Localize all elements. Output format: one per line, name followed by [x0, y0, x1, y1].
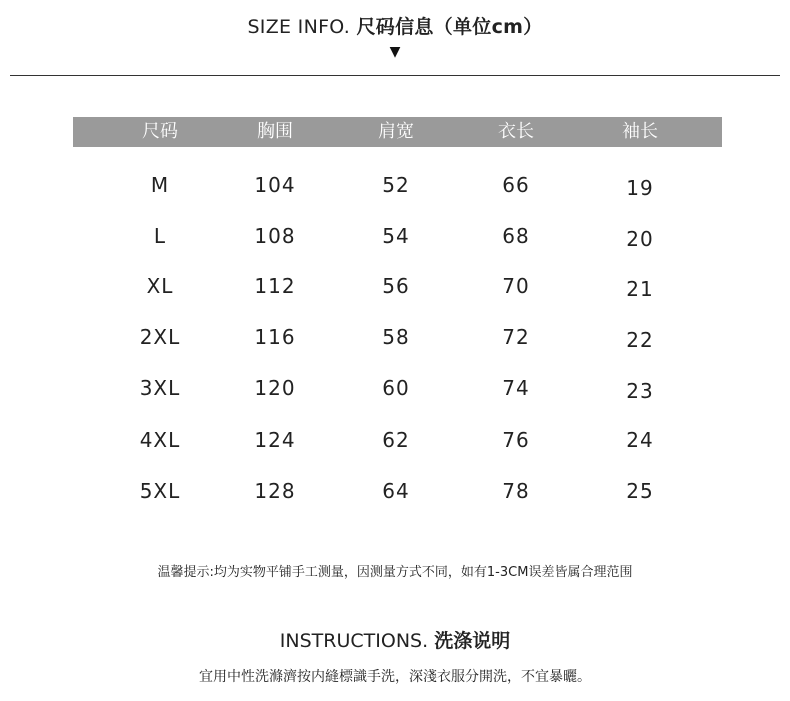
cell-chest: 120 [254, 376, 296, 400]
instructions-title [0, 626, 790, 653]
column-header-size: 尺码 [142, 121, 178, 142]
size-info-title-cn: 尺码信息（单位cm） [356, 16, 543, 38]
cell-size: XL [146, 274, 174, 298]
measurement-note: 温馨提示:均为实物平铺手工测量，因测量方式不同，如有1-3CM误差皆属合理范围 [157, 565, 633, 580]
cell-shoulder: 56 [382, 274, 410, 298]
cell-size: 2XL [139, 325, 181, 349]
cell-sleeve: 25 [626, 479, 654, 503]
cell-chest: 128 [254, 479, 296, 503]
size-table-header [73, 117, 722, 147]
size-info-title [0, 12, 790, 39]
cell-size: L [153, 224, 167, 248]
cell-shoulder: 58 [382, 325, 410, 349]
column-header-sleeve: 袖长 [622, 121, 658, 142]
table-row [73, 322, 722, 352]
table-row [73, 271, 722, 301]
divider [10, 75, 780, 76]
cell-chest: 124 [254, 428, 296, 452]
cell-length: 66 [502, 173, 530, 197]
column-header-chest: 胸围 [257, 121, 293, 142]
table-row [73, 476, 722, 506]
cell-length: 74 [502, 376, 530, 400]
cell-size: 5XL [139, 479, 181, 503]
table-row [73, 373, 722, 403]
cell-shoulder: 52 [382, 173, 410, 197]
cell-length: 78 [502, 479, 530, 503]
column-header-shoulder: 肩宽 [378, 121, 414, 142]
table-row [73, 170, 722, 200]
cell-shoulder: 60 [382, 376, 410, 400]
cell-size: 4XL [139, 428, 181, 452]
cell-size: M [150, 173, 170, 197]
cell-sleeve: 21 [626, 277, 654, 301]
cell-chest: 108 [254, 224, 296, 248]
cell-chest: 104 [254, 173, 296, 197]
cell-length: 70 [502, 274, 530, 298]
instructions-title-cn: 洗涤说明 [434, 630, 511, 652]
cell-length: 76 [502, 428, 530, 452]
cell-length: 68 [502, 224, 530, 248]
cell-shoulder: 64 [382, 479, 410, 503]
cell-sleeve: 24 [626, 428, 654, 452]
instructions-title-en: INSTRUCTIONS. [279, 630, 429, 652]
cell-chest: 112 [254, 274, 296, 298]
cell-sleeve: 19 [626, 176, 654, 200]
table-row [73, 221, 722, 251]
cell-shoulder: 54 [382, 224, 410, 248]
down-arrow-icon: ▼ [389, 44, 401, 60]
size-info-title-en: SIZE INFO. [247, 16, 351, 38]
column-header-length: 衣长 [498, 121, 534, 142]
cell-sleeve: 23 [626, 379, 654, 403]
cell-length: 72 [502, 325, 530, 349]
cell-chest: 116 [254, 325, 296, 349]
cell-sleeve: 20 [626, 227, 654, 251]
table-row [73, 425, 722, 455]
cell-shoulder: 62 [382, 428, 410, 452]
washing-instructions: 宜用中性洗滌濟按内縫標識手洗，深淺衣服分開洗，不宜暴曬。 [199, 669, 591, 685]
cell-size: 3XL [139, 376, 181, 400]
cell-sleeve: 22 [626, 328, 654, 352]
